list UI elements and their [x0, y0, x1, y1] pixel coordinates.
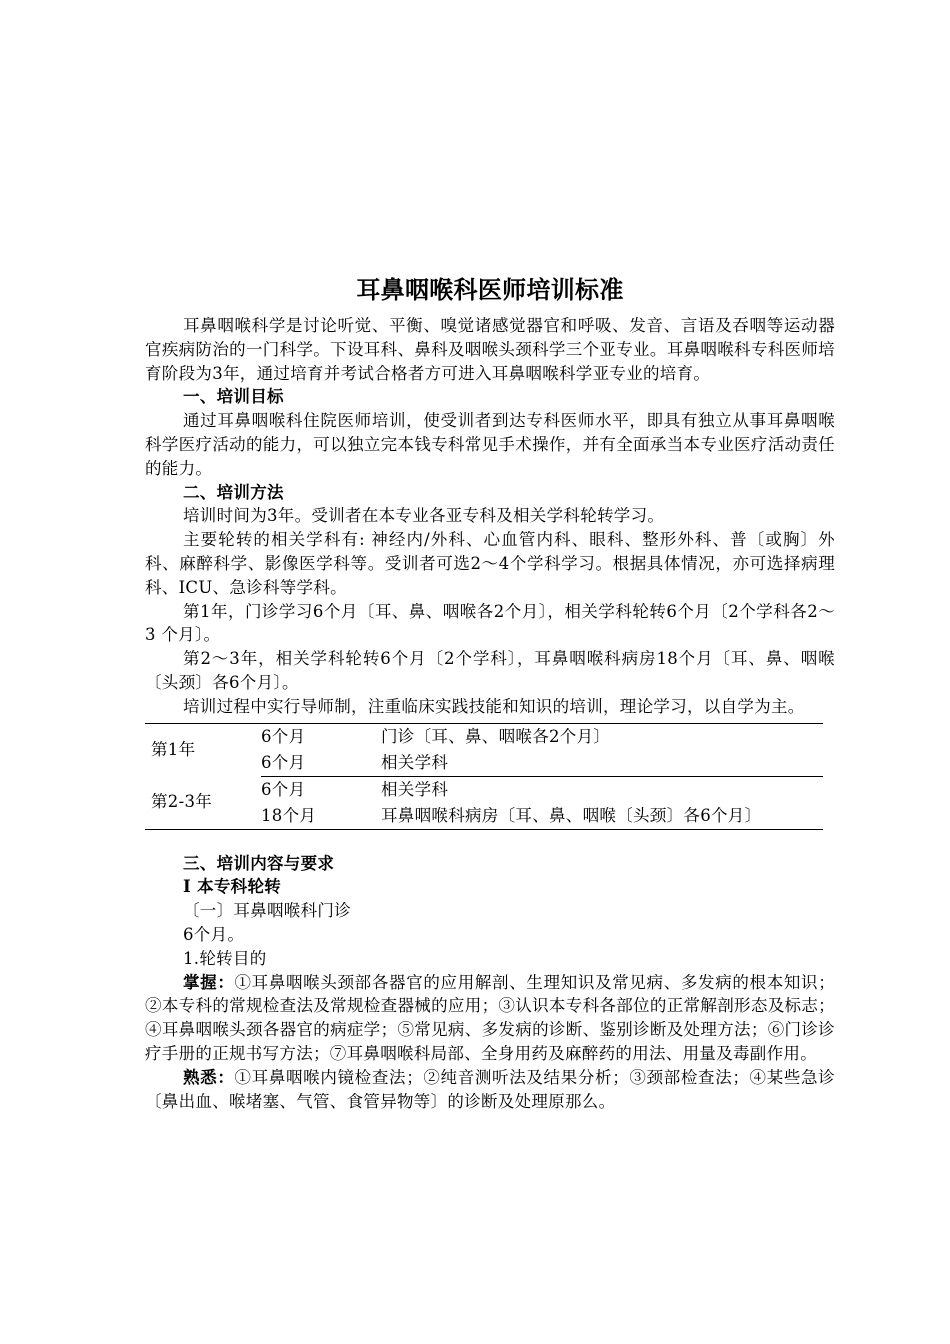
section2-paragraph: 主要轮转的相关学科有: 神经内/外科、心血管内科、眼科、整形外科、普〔或胸〕外科、麻醉科学、影像医学科等。受训者可选2～4个学科学习。根据具体情况，亦可选择病理科、ICU、急诊科等学科。	[145, 530, 835, 597]
content-cell: 门诊〔耳、鼻、咽喉各2个月〕	[381, 726, 611, 746]
duration-cell: 6个月	[261, 779, 306, 799]
document-title: 耳鼻咽喉科医师培训标准	[356, 276, 624, 304]
duration-cell: 18个月	[261, 805, 317, 825]
section2-paragraph: 培训过程中实行导师制，注重临床实践技能和知识的培训，理论学习，以自学为主。	[183, 696, 805, 716]
section2-paragraph: 第2～3年，相关学科轮转6个月〔2个学科〕，耳鼻咽喉科病房18个月〔耳、鼻、咽喉〔头颈〕各6个月〕。	[145, 649, 835, 692]
section3-heading: 三、培训内容与要求	[183, 853, 335, 873]
year-cell: 第1年	[151, 739, 196, 759]
rotation-schedule-table	[145, 723, 823, 830]
section3-duration: 6个月。	[183, 924, 245, 944]
master-paragraph	[145, 971, 835, 1066]
familiar-text: ①耳鼻咽喉内镜检查法；②纯音测听法及结果分析；③颈部检查法；④某些急诊〔鼻出血、喉堵塞、气管、食管异物等〕的诊断及处理原那么。	[145, 1067, 836, 1111]
section3-item1: 1.轮转目的	[183, 948, 267, 968]
table-row	[145, 776, 823, 803]
duration-cell: 6个月	[261, 750, 381, 777]
content-cell: 相关学科	[381, 750, 823, 777]
familiar-paragraph	[145, 1066, 835, 1114]
master-text: ①耳鼻咽喉头颈部各器官的应用解剖、生理知识及常见病、多发病的根本知识；②本专科的常规检查法及常规检查器械的应用；③认识本专科各部位的正常解剖形态及标志；④耳鼻咽喉头颈各器官的病症学；⑤常见病、多发病的诊断、鉴别诊断及处理方法；⑥门诊诊疗手册的正规书写方法；⑦耳鼻咽喉科局部、全身用药及麻醉药的用法、用量及毒副作用。	[145, 972, 836, 1063]
section3-subheading: Ⅰ 本专科轮转	[183, 877, 282, 897]
table-row	[145, 723, 823, 750]
duration-cell: 6个月	[261, 726, 306, 746]
intro-paragraph: 耳鼻咽喉科学是讨论听觉、平衡、嗅觉诸感觉器官和呼吸、发音、言语及吞咽等运动器官疾病防治的一门科学。下设耳科、鼻科及咽喉头颈科学三个亚专业。耳鼻咽喉科专科医师培育阶段为3年，通过培育并考试合格者方可进入耳鼻咽喉科学亚专业的培育。	[145, 316, 835, 383]
familiar-label: 熟悉：	[183, 1067, 235, 1087]
section2-paragraph: 培训时间为3年。受训者在本专业各亚专科及相关学科轮转学习。	[183, 506, 665, 526]
content-cell: 耳鼻咽喉科病房〔耳、鼻、咽喉〔头颈〕各6个月〕	[381, 805, 762, 825]
content-cell: 相关学科	[381, 779, 449, 799]
section3-sub1: 〔一〕耳鼻咽喉科门诊	[183, 901, 351, 921]
year-cell: 第2-3年	[151, 792, 213, 812]
master-label: 掌握：	[183, 972, 235, 992]
section1-heading: 一、培训目标	[183, 387, 284, 407]
section2-heading: 二、培训方法	[183, 482, 284, 502]
section2-paragraph: 第1年，门诊学习6个月〔耳、鼻、咽喉各2个月〕，相关学科轮转6个月〔2个学科各2～3 个月〕。	[145, 601, 835, 645]
document-content	[145, 270, 835, 1113]
section1-body: 通过耳鼻咽喉科住院医师培训，使受训者到达专科医师水平，即具有独立从事耳鼻咽喉科学医疗活动的能力，可以独立完本钱专科常见手术操作，并有全面承当本专业医疗活动责任的能力。	[145, 411, 835, 478]
